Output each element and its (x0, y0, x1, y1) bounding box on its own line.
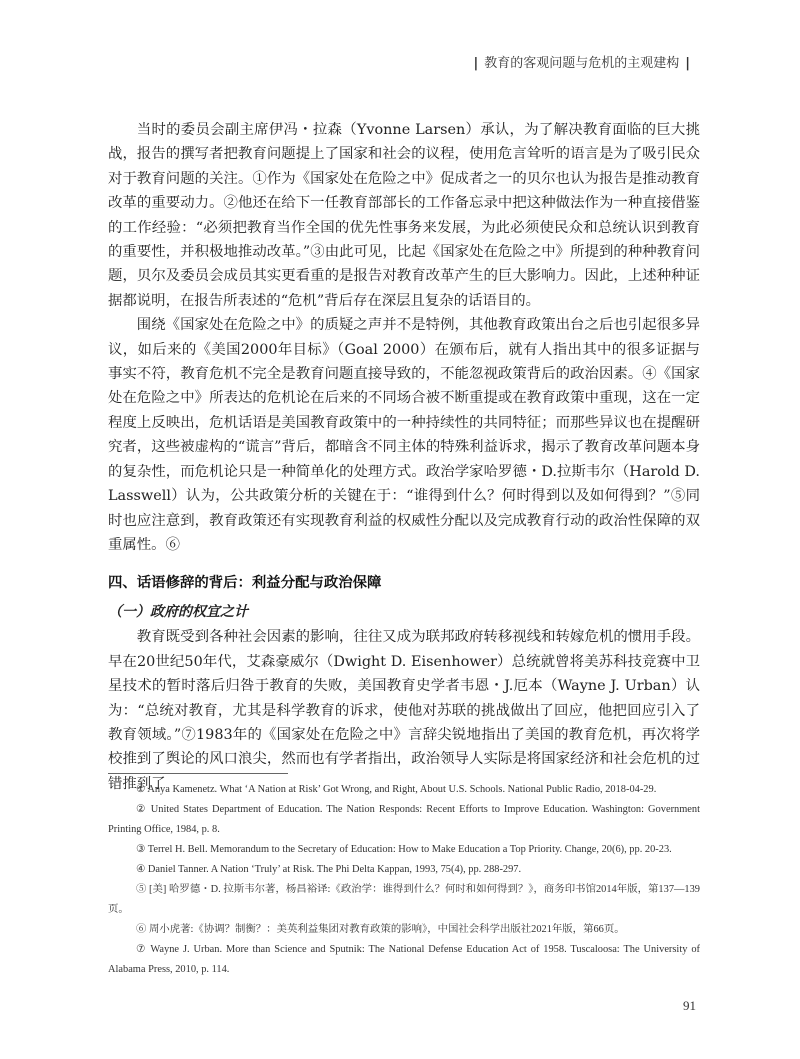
body-paragraph-1: 当时的委员会副主席伊冯・拉森（Yvonne Larsen）承认，为了解决教育面临的巨大挑战，报告的撰写者把教育问题提上了国家和社会的议程，使用危言耸听的语言是为了吸引民众对于教育问题的关注。①作为《国家处在危险之中》促成者之一的贝尔也认为报告是推动教育改革的重要动力。②他还在给下一任教育部部长的工作备忘录中把这种做法作为一种直接借鉴的工作经验：“必须把教育当作全国的优先性事务来发展，为此必须使民众和总统认识到教育的重要性，并积极地推动改革。”③由此可见，比起《国家处在危险之中》所提到的种种教育问题，贝尔及委员会成员其实更看重的是报告对教育改革产生的巨大影响力。因此，上述种种证据都说明，在报告所表述的“危机”背后存在深层且复杂的话语目的。 (108, 122, 700, 309)
body-paragraph-2: 围绕《国家处在危险之中》的质疑之声并不是特例，其他教育政策出台之后也引起很多异议，如后来的《美国2000年目标》（Goal 2000）在颁布后，就有人指出其中的很多证据与事实不符，教育危机不完全是教育问题直接导致的，不能忽视政策背后的政治因素。④《国家处在危险之中》所表达的危机论在后来的不同场合被不断重提或在教育政策中重现，这在一定程度上反映出，危机话语是美国教育政策中的一种持续性的共同特征；而那些异议也在提醒研究者，这些被虚构的“谎言”背后，都暗含不同主体的特殊利益诉求，揭示了教育改革问题本身的复杂性，而危机论只是一种简单化的处理方式。政治学家哈罗德・D.拉斯韦尔（Harold D. Lasswell）认为，公共政策分析的关键在于：“谁得到什么？何时得到以及如何得到？”⑤同时也应注意到，教育政策还有实现教育利益的权威性分配以及完成教育行动的政治性保障的双重属性。⑥ (108, 317, 700, 553)
header-bar-left: | (473, 56, 479, 71)
footnote-2: ② United States Department of Education. The Nation Responds: Recent Efforts to Improve Education. Washington: Government Printing Office, 1984, p. 8. (108, 804, 700, 835)
main-text (108, 118, 700, 796)
running-header (467, 52, 696, 71)
footnote-7: ⑦ Wayne J. Urban. More than Science and Sputnik: The National Defense Education Act of 1958. Tuscaloosa: The University of Alabama Press, 2010, p. 114. (108, 944, 700, 975)
footnote-6: ⑥ 周小虎著:《协调？制衡？：美英利益集团对教育政策的影响》，中国社会科学出版社2021年版，第66页。 (136, 924, 625, 935)
footnote-1: ① Anya Kamenetz. What ‘A Nation at Risk’ Got Wrong, and Right, About U.S. Schools. National Public Radio, 2018-04-29. (136, 784, 657, 795)
footnote-divider (108, 773, 288, 774)
footnote-4: ④ Daniel Tanner. A Nation ‘Truly’ at Risk. The Phi Delta Kappan, 1993, 75(4), pp. 288-297. (136, 864, 522, 875)
body-paragraph-3: 教育既受到各种社会因素的影响，往往又成为联邦政府转移视线和转嫁危机的惯用手段。早在20世纪50年代，艾森豪威尔（Dwight D. Eisenhower）总统就曾将美苏科技竞赛中卫星技术的暂时落后归咎于教育的失败，美国教育史学者韦恩・J.厄本（Wayne J. Urban）认为：“总统对教育，尤其是科学教育的诉求，使他对苏联的挑战做出了回应，他把回应引入了教育领域。”⑦1983年的《国家处在危险之中》言辞尖锐地指出了美国的教育危机，再次将学校推到了舆论的风口浪尖，然而也有学者指出，政治领导人实际是将国家经济和社会危机的过错推到了 (108, 629, 700, 792)
header-title: 教育的客观问题与危机的主观建构 (484, 56, 680, 71)
footnote-3: ③ Terrel H. Bell. Memorandum to the Secretary of Education: How to Make Education a Top Priority. Change, 20(6), pp. 20-23. (136, 844, 672, 855)
footnotes (108, 780, 700, 980)
footnote-5: ⑤ [美] 哈罗德・D. 拉斯韦尔著，杨昌裕译:《政治学：谁得到什么？何时和如何得到？》，商务印书馆2014年版，第137—139页。 (108, 884, 700, 915)
subsection-title: （一）政府的权宜之计 (108, 604, 248, 621)
header-bar-right: | (685, 56, 690, 71)
section-title: 四、话语修辞的背后：利益分配与政治保障 (108, 575, 382, 592)
page-number: 91 (683, 998, 696, 1013)
